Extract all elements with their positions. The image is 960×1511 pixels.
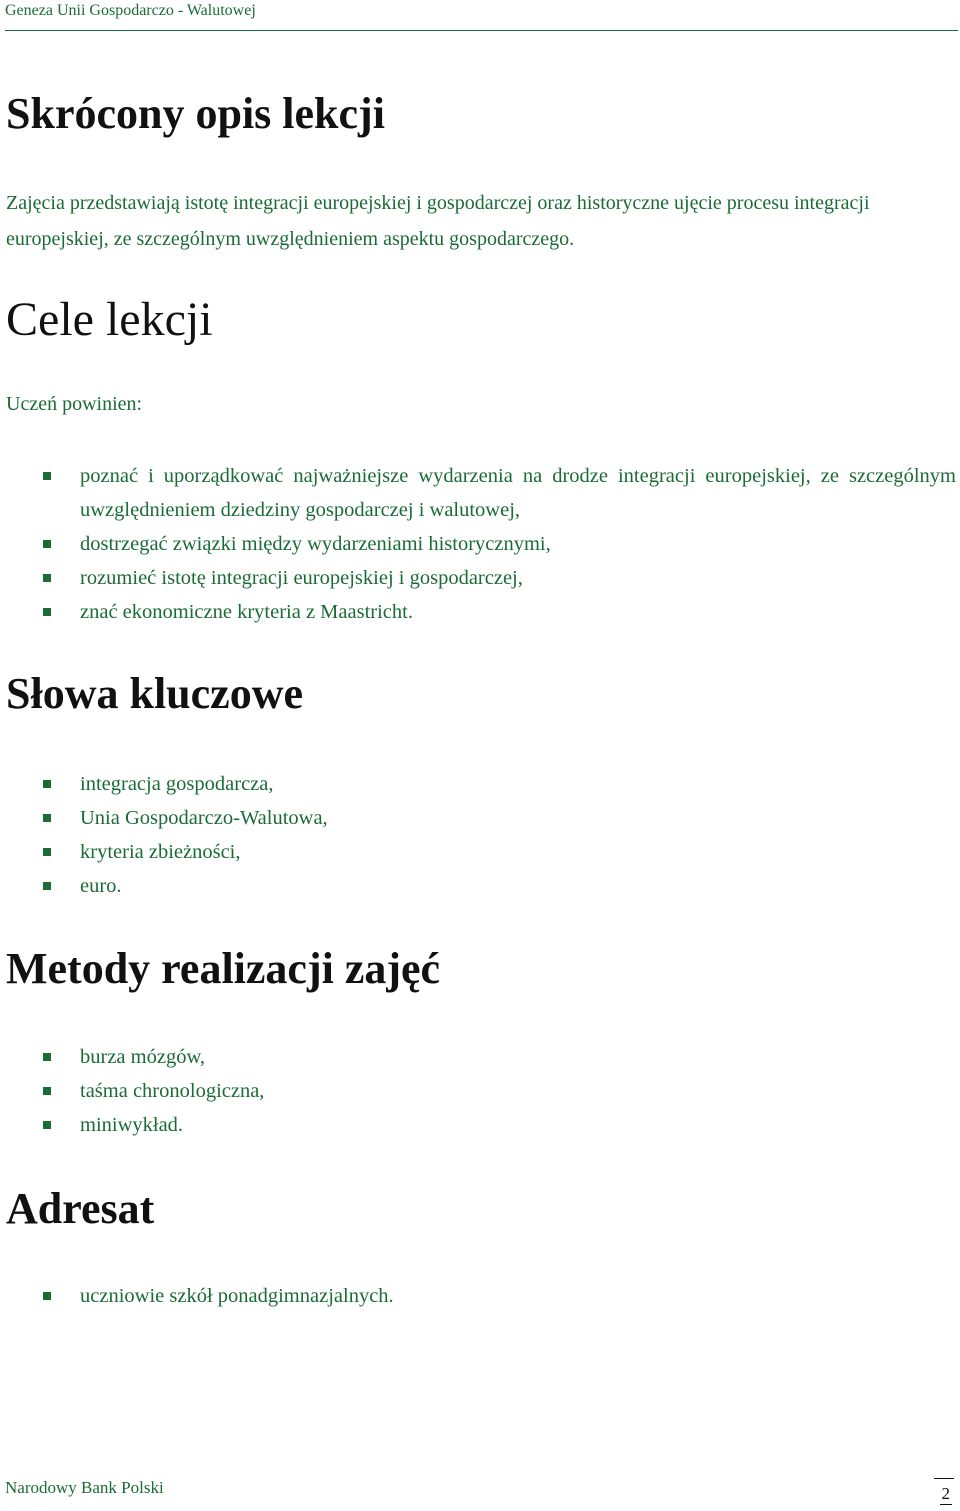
square-bullet-icon bbox=[43, 472, 51, 480]
header-rule bbox=[5, 30, 958, 31]
square-bullet-icon bbox=[43, 1121, 51, 1129]
section-title-adresat: Adresat bbox=[6, 1184, 155, 1233]
section-title-slowa: Słowa kluczowe bbox=[6, 669, 303, 718]
section-title-metody: Metody realizacji zajęć bbox=[6, 944, 441, 993]
running-header: Geneza Unii Gospodarczo - Walutowej bbox=[5, 2, 256, 19]
list-item: Unia Gospodarczo-Walutowa, bbox=[6, 801, 956, 835]
adresat-list bbox=[6, 1279, 956, 1313]
list-item: poznać i uporządkować najważniejsze wydarzenia na drodze integracji europejskiej, ze szczególnym uwzględnieniem dziedziny gospodarczej i walutowej, bbox=[6, 459, 956, 527]
footer-publisher: Narodowy Bank Polski bbox=[5, 1478, 164, 1497]
page-number: 2 bbox=[941, 1484, 950, 1503]
square-bullet-icon bbox=[43, 1053, 51, 1061]
section-title-cele: Cele lekcji bbox=[6, 293, 213, 346]
square-bullet-icon bbox=[43, 848, 51, 856]
square-bullet-icon bbox=[43, 540, 51, 548]
page-number-rule bbox=[934, 1478, 954, 1479]
square-bullet-icon bbox=[43, 1292, 51, 1300]
square-bullet-icon bbox=[43, 1087, 51, 1095]
section-title-opis: Skrócony opis lekcji bbox=[6, 89, 385, 138]
list-item: miniwykład. bbox=[6, 1108, 956, 1142]
square-bullet-icon bbox=[43, 780, 51, 788]
list-item: integracja gospodarcza, bbox=[6, 767, 956, 801]
list-item: rozumieć istotę integracji europejskiej i gospodarczej, bbox=[6, 561, 956, 595]
slowa-list bbox=[6, 767, 956, 903]
list-item: burza mózgów, bbox=[6, 1040, 956, 1074]
square-bullet-icon bbox=[43, 814, 51, 822]
list-item: euro. bbox=[6, 869, 956, 903]
list-item: znać ekonomiczne kryteria z Maastricht. bbox=[6, 595, 956, 629]
square-bullet-icon bbox=[43, 608, 51, 616]
list-item: kryteria zbieżności, bbox=[6, 835, 956, 869]
square-bullet-icon bbox=[43, 574, 51, 582]
opis-paragraph: Zajęcia przedstawiają istotę integracji europejskiej i gospodarczej oraz historyczne ujęcie procesu integracji europejskiej, ze szczególnym uwzględnieniem aspektu gospodarczego. bbox=[6, 192, 870, 250]
list-item: dostrzegać związki między wydarzeniami historycznymi, bbox=[6, 527, 956, 561]
cele-list bbox=[6, 459, 956, 629]
cele-intro: Uczeń powinien: bbox=[6, 393, 143, 415]
list-item: taśma chronologiczna, bbox=[6, 1074, 956, 1108]
square-bullet-icon bbox=[43, 882, 51, 890]
metody-list bbox=[6, 1040, 956, 1142]
list-item: uczniowie szkół ponadgimnazjalnych. bbox=[6, 1279, 956, 1313]
